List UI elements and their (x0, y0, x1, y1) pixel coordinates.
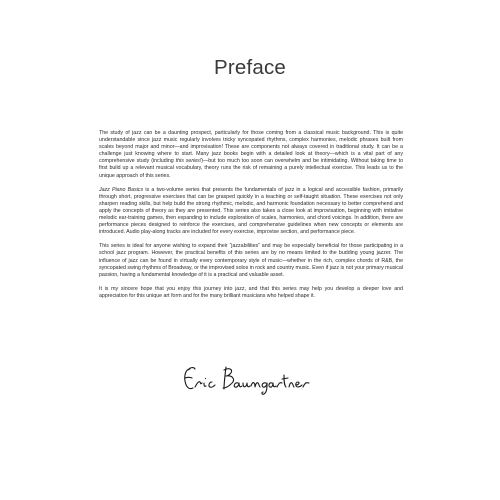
preface-body (99, 130, 403, 307)
paragraph-3-text: This series is ideal for anyone wishing to expand their “jazzabilities” and may be especially beneficial for those participating in a school jazz program. However, the practical benefits of this series are by no means limited to the budding young jazzer. The influence of jazz can be found in virtually every contemporary style of music—whether in the rich, complex chords of R&B, the syncopated swing rhythms of Broadway, or the improvised solos in rock and country music. Even if jazz is not your primary musical passion, having a fundamental knowledge of it is a practical and valuable asset. (99, 243, 403, 278)
paragraph-4 (99, 286, 403, 300)
paragraph-1 (99, 130, 403, 180)
paragraph-1-text-a: The study of jazz can be a daunting prospect, particularly for those coming from a classical music background. This is quite understandable since jazz music regularly involves tricky syncopated rhythms, complex harmonies, melodic phrases built from scales beyond major and minor—and improvisation! These are components not always covered in traditional study. It can be a challenge just knowing where to start. Many jazz books begin with a detailed look at theory—which is a vital part of any comprehensive study (including (99, 130, 403, 165)
paragraph-2 (99, 187, 403, 237)
paragraph-4-text: It is my sincere hope that you enjoy this journey into jazz, and that this series may help you develop a deeper love and appreciation for this unique art form and for the many brilliant musicians who helped shape it. (99, 285, 403, 299)
page-title: Preface (213, 56, 287, 79)
paragraph-1-text-b: )—but too much too soon can overwhelm and be intimidating. Without taking time to first build up a relevant musical vocabulary, theory runs the risk of remaining a purely intellectual exercise. This leads us to the unique approach of this series. (99, 158, 403, 179)
paragraph-2-text: is a two-volume series that presents the fundamentals of jazz in a logical and accessible fashion, primarily through short, progressive exercises that can be grasped quickly in a teaching or self-taught situation. These exercises not only sharpen reading skills, but help build the strong rhythmic, melodic, and harmonic foundation necessary to better comprehend and apply the concepts of theory as they are presented. This series also takes a close look at improvisation, beginning with imitative melodic ear-training games, then expanding to include exploration of scales, harmonies, and chord voicings. In addition, there are performance pieces designed to reinforce the exercises, and comprehensive guidelines when new concepts or elements are introduced. Audio play-along tracks are included for every exercise, improvise section, and performance piece. (99, 186, 403, 236)
series-title-italic: Jazz Piano Basics (99, 186, 144, 193)
signature-icon (176, 361, 326, 397)
paragraph-1-italic: this series! (175, 158, 202, 165)
paragraph-3 (99, 243, 403, 278)
